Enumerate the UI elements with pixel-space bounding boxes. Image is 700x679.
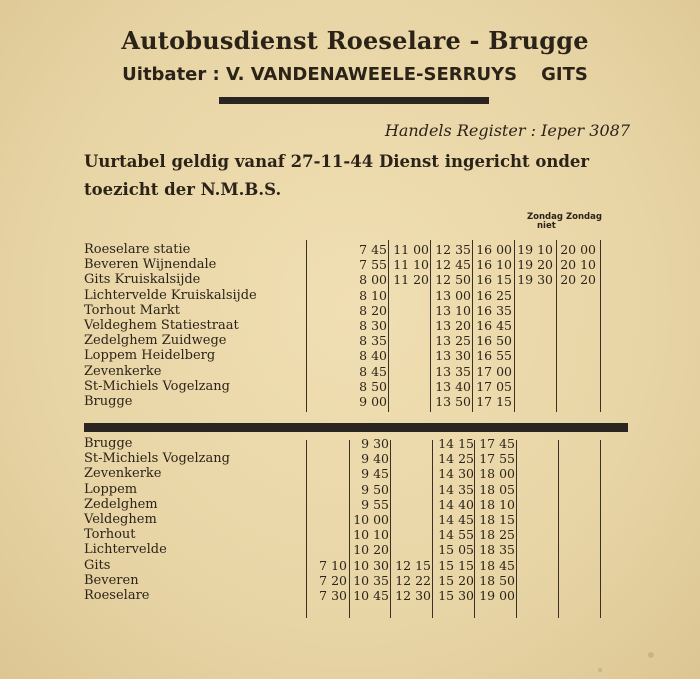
departure-time: 9 40 xyxy=(361,451,389,467)
departure-time: 17 45 xyxy=(479,436,515,451)
departure-time: 9 50 xyxy=(361,481,389,497)
departure-time: 7 45 xyxy=(359,242,387,257)
departure-time: 9 45 xyxy=(361,466,389,482)
departure-time: 18 15 xyxy=(479,512,515,527)
departure-time: 13 00 xyxy=(435,287,471,303)
departure-time: 12 30 xyxy=(395,588,431,603)
column-rule xyxy=(558,440,559,618)
col-head-sunday: Zondag xyxy=(566,212,602,222)
departure-time: 12 35 xyxy=(435,242,471,257)
departure-time: 16 55 xyxy=(476,348,512,364)
departure-time: 20 00 xyxy=(560,242,596,257)
column-rule xyxy=(516,440,517,618)
departure-time: 7 55 xyxy=(359,257,387,273)
departure-time: 16 00 xyxy=(476,242,512,257)
operator-label: Uitbater : V. VANDENAWEELE-SERRUYS xyxy=(122,64,518,85)
departure-time: 14 45 xyxy=(438,512,474,527)
stop-name: Beveren Wijnendale xyxy=(84,257,217,273)
stop-name: Veldeghem Statiestraat xyxy=(84,318,239,333)
departure-time: 8 00 xyxy=(359,272,387,288)
departure-time: 7 20 xyxy=(319,572,347,588)
stop-name: Lichtervelde xyxy=(84,542,167,558)
departure-time: 14 35 xyxy=(438,481,474,497)
stop-name: Torhout Markt xyxy=(84,302,181,318)
departure-time: 10 45 xyxy=(353,588,389,603)
stop-name: Zevenkerke xyxy=(84,363,162,379)
paper-stain xyxy=(598,668,602,672)
departure-time: 13 25 xyxy=(435,333,471,349)
departure-time: 18 35 xyxy=(479,542,515,558)
departure-time: 14 30 xyxy=(438,466,474,482)
operator-town: GITS xyxy=(541,64,588,85)
stop-name: Loppem Heidelberg xyxy=(84,348,216,364)
col-head-sunday-not xyxy=(527,213,563,231)
departure-time: 20 10 xyxy=(560,257,596,273)
stop-name: Brugge xyxy=(84,436,133,451)
header-rule xyxy=(219,97,489,104)
stop-name: Loppem xyxy=(84,481,138,497)
departure-time: 9 00 xyxy=(359,394,387,409)
departure-time: 10 30 xyxy=(353,557,389,573)
departure-time: 12 50 xyxy=(435,272,471,288)
departure-time: 20 20 xyxy=(560,272,596,288)
departure-time: 16 45 xyxy=(476,318,512,333)
departure-time: 7 30 xyxy=(319,588,347,603)
departure-time: 11 10 xyxy=(393,257,429,273)
departure-time: 16 15 xyxy=(476,272,512,288)
departure-time: 13 50 xyxy=(435,394,471,409)
departure-time: 7 10 xyxy=(319,557,347,573)
departure-time: 14 55 xyxy=(438,527,474,543)
validity-line-1: Uurtabel geldig vanaf 27-11-44 Dienst ingericht onder xyxy=(84,152,590,171)
departure-time: 17 55 xyxy=(479,451,515,467)
col-head-sunday-not-line1: Zondag xyxy=(527,212,563,222)
departure-time: 8 50 xyxy=(359,378,387,394)
stop-name: Veldeghem xyxy=(84,512,157,527)
stop-name: Gits Kruiskalsijde xyxy=(84,272,201,288)
column-rule xyxy=(306,440,307,618)
departure-time: 8 45 xyxy=(359,363,387,379)
departure-time: 10 00 xyxy=(353,512,389,527)
stop-name: Zevenkerke xyxy=(84,466,162,482)
stop-name: Roeselare xyxy=(84,588,150,603)
operator-line xyxy=(0,64,700,85)
column-rule xyxy=(514,240,515,412)
column-rule xyxy=(556,240,557,412)
stop-name: St-Michiels Vogelzang xyxy=(84,378,230,394)
departure-time: 13 40 xyxy=(435,378,471,394)
stop-name: Gits xyxy=(84,557,111,573)
column-rule xyxy=(600,240,601,412)
departure-time: 14 15 xyxy=(438,436,474,451)
column-rule xyxy=(432,440,433,618)
departure-time: 17 15 xyxy=(476,394,512,409)
departure-time: 8 10 xyxy=(359,287,387,303)
col-head-sunday-not-line2: niet xyxy=(537,221,556,231)
column-rule xyxy=(430,240,431,412)
departure-time: 18 10 xyxy=(479,496,515,512)
departure-time: 14 25 xyxy=(438,451,474,467)
departure-time: 19 00 xyxy=(479,588,515,603)
departure-time: 8 35 xyxy=(359,333,387,349)
departure-time: 9 55 xyxy=(361,496,389,512)
departure-time: 8 40 xyxy=(359,348,387,364)
validity-notice xyxy=(84,148,644,204)
departure-time: 16 25 xyxy=(476,287,512,303)
departure-time: 12 15 xyxy=(395,557,431,573)
departure-time: 18 00 xyxy=(479,466,515,482)
stop-name: Zedelghem Zuidwege xyxy=(84,333,227,349)
departure-time: 19 20 xyxy=(517,257,553,273)
page-title: Autobusdienst Roeselare - Brugge xyxy=(121,26,589,55)
departure-time: 16 10 xyxy=(476,257,512,273)
departure-time: 11 20 xyxy=(393,272,429,288)
column-rule xyxy=(472,240,473,412)
column-rule xyxy=(388,240,389,412)
departure-time: 8 30 xyxy=(359,318,387,333)
section-divider xyxy=(84,423,628,432)
departure-time: 18 50 xyxy=(479,572,515,588)
departure-time: 17 05 xyxy=(476,378,512,394)
departure-time: 12 22 xyxy=(395,572,431,588)
departure-time: 16 35 xyxy=(476,302,512,318)
stop-name: Beveren xyxy=(84,572,139,588)
stop-name: St-Michiels Vogelzang xyxy=(84,451,230,467)
stop-name: Roeselare statie xyxy=(84,242,191,257)
column-rule xyxy=(306,240,307,412)
departure-time: 13 10 xyxy=(435,302,471,318)
departure-time: 10 35 xyxy=(353,572,389,588)
column-rule xyxy=(390,440,391,618)
validity-line-2: toezicht der N.M.B.S. xyxy=(84,180,282,199)
stop-name: Brugge xyxy=(84,394,133,409)
departure-time: 10 10 xyxy=(353,527,389,543)
departure-time: 11 00 xyxy=(393,242,429,257)
trade-register: Handels Register : Ieper 3087 xyxy=(384,121,630,140)
departure-time: 17 00 xyxy=(476,363,512,379)
column-rule xyxy=(474,440,475,618)
departure-time: 14 40 xyxy=(438,496,474,512)
departure-time: 8 20 xyxy=(359,302,387,318)
departure-time: 10 20 xyxy=(353,542,389,558)
stop-name: Zedelghem xyxy=(84,496,158,512)
departure-time: 15 15 xyxy=(438,557,474,573)
departure-time: 18 25 xyxy=(479,527,515,543)
departure-time: 13 20 xyxy=(435,318,471,333)
departure-time: 15 20 xyxy=(438,572,474,588)
departure-time: 19 10 xyxy=(517,242,553,257)
stop-name: Lichtervelde Kruiskalsijde xyxy=(84,287,257,303)
departure-time: 16 50 xyxy=(476,333,512,349)
departure-time: 19 30 xyxy=(517,272,553,288)
departure-time: 18 05 xyxy=(479,481,515,497)
departure-time: 13 35 xyxy=(435,363,471,379)
column-rule xyxy=(600,440,601,618)
paper-stain xyxy=(648,652,654,658)
departure-time: 13 30 xyxy=(435,348,471,364)
column-rule xyxy=(349,440,350,618)
departure-time: 9 30 xyxy=(361,436,389,451)
stop-name: Torhout xyxy=(84,527,136,543)
departure-time: 12 45 xyxy=(435,257,471,273)
departure-time: 15 30 xyxy=(438,588,474,603)
departure-time: 15 05 xyxy=(438,542,474,558)
departure-time: 18 45 xyxy=(479,557,515,573)
